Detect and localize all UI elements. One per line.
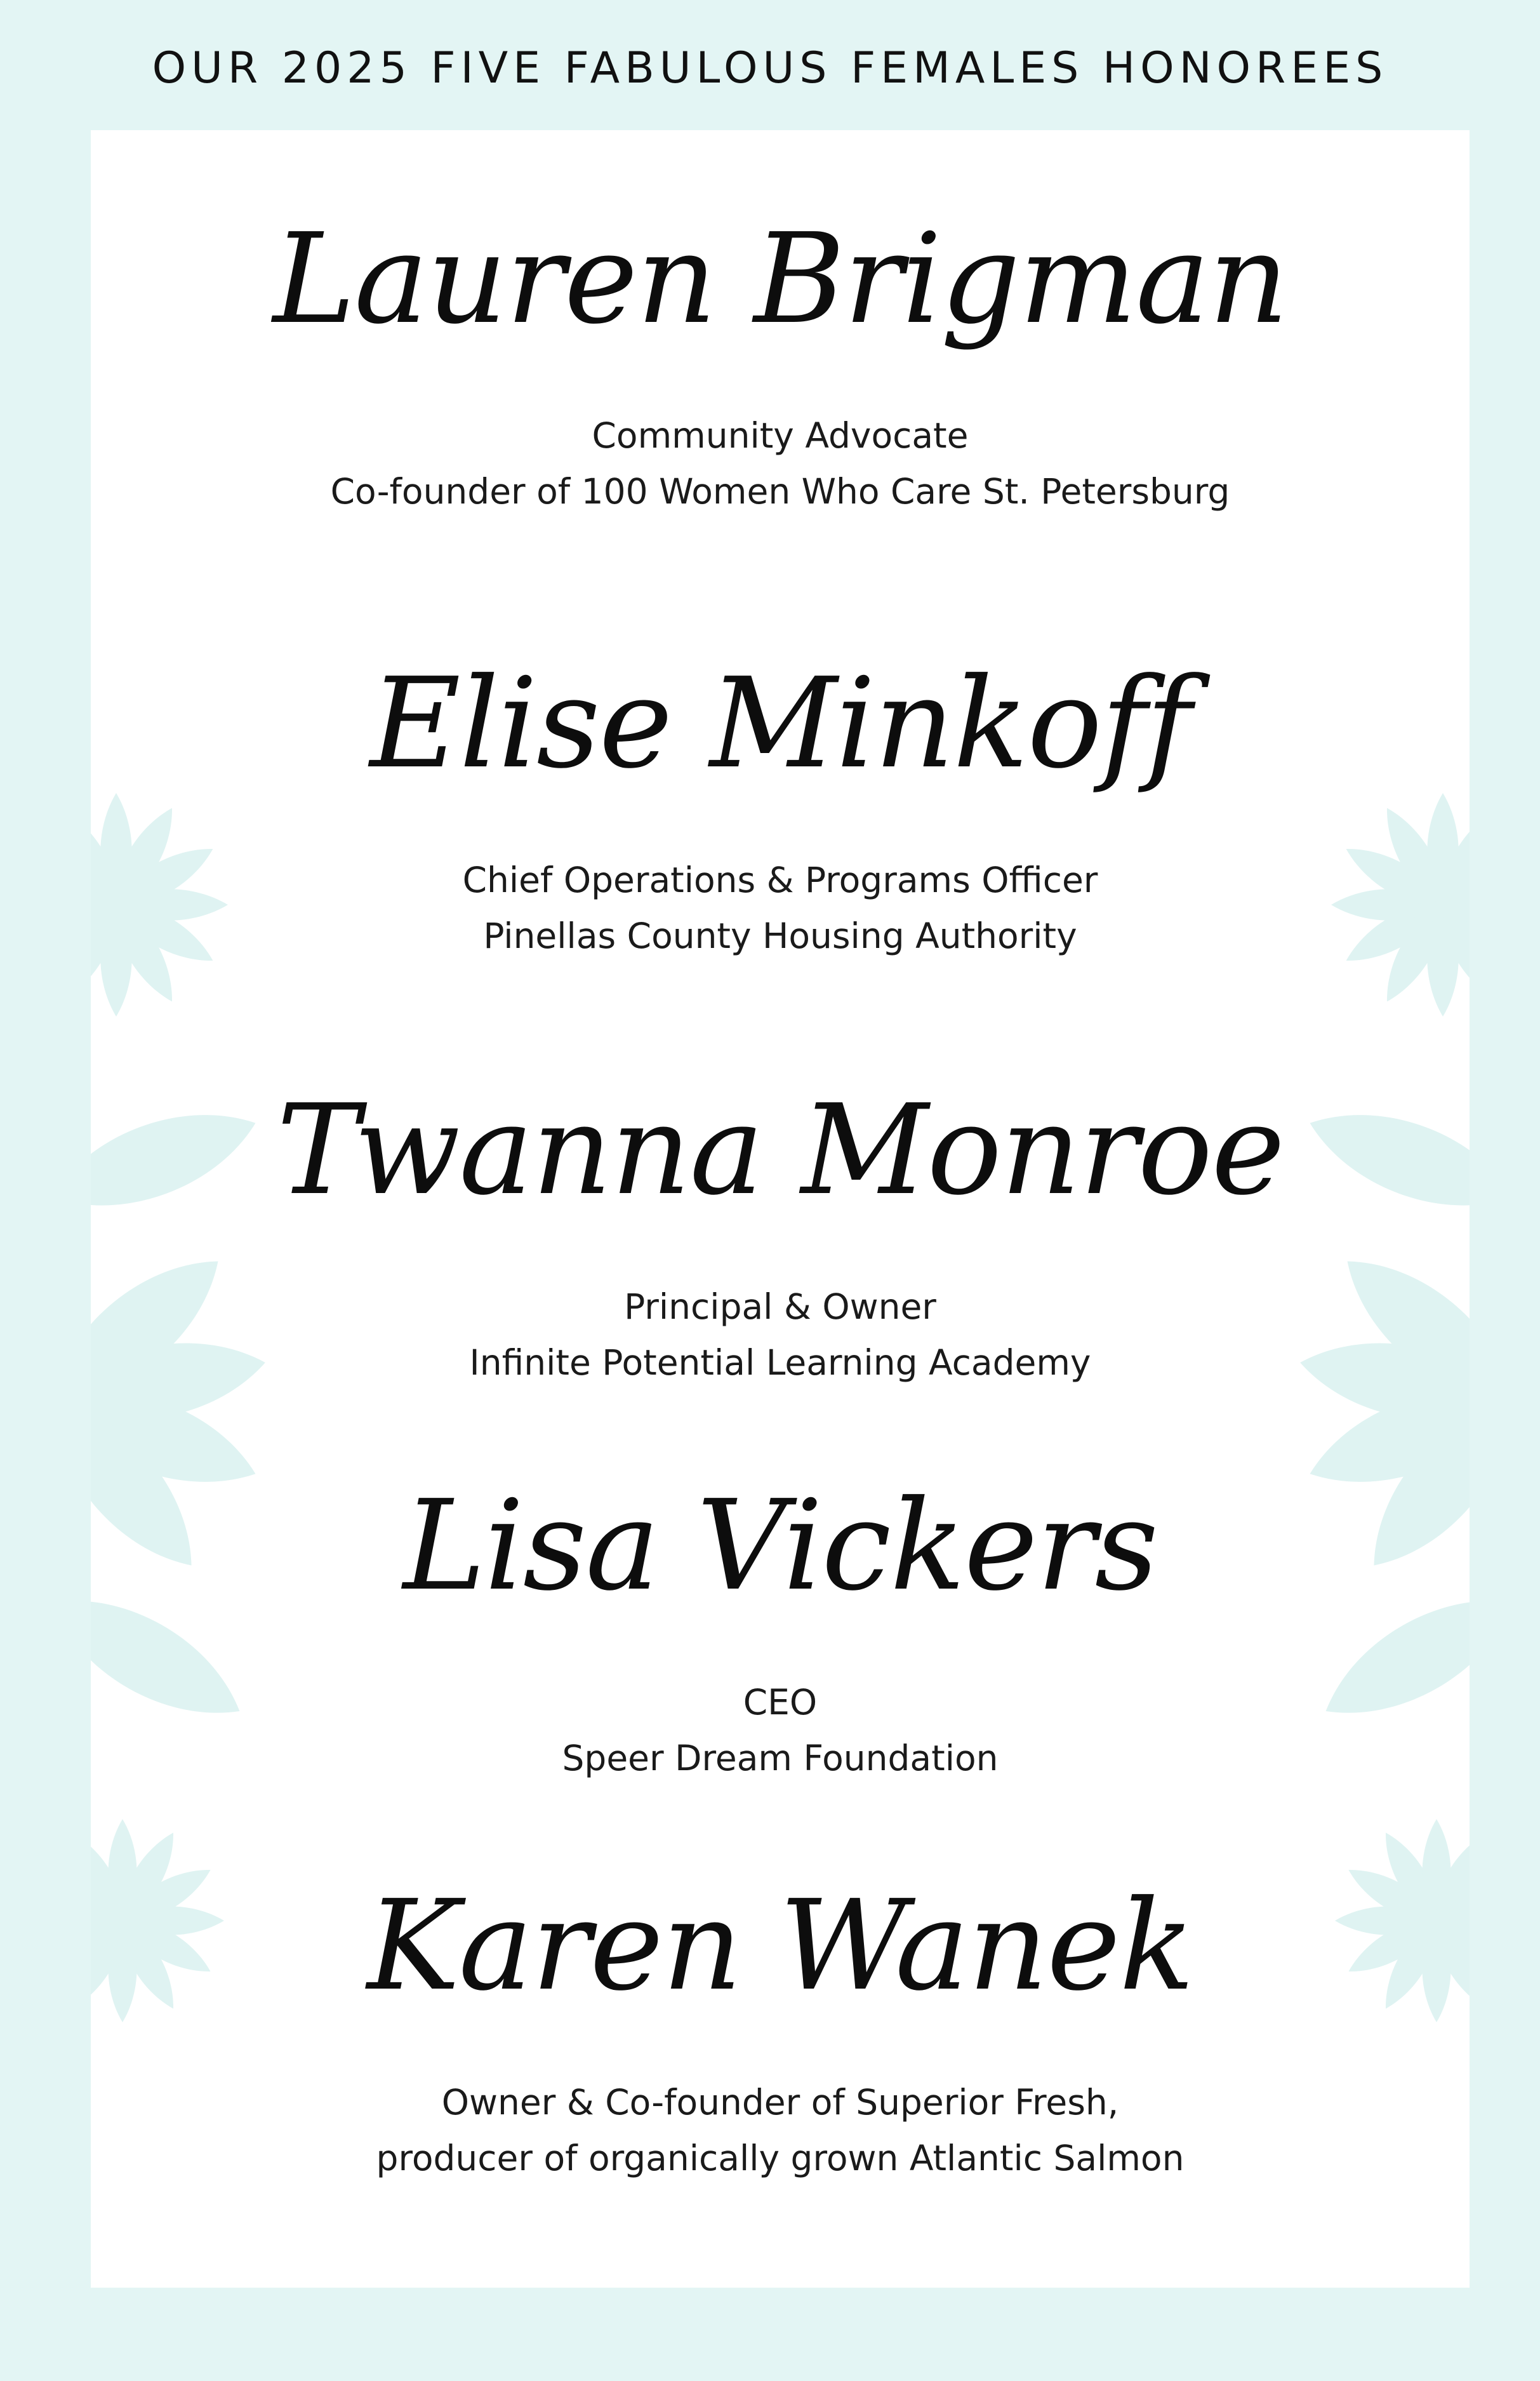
honoree-twanna-monroe xyxy=(91,1074,1470,1391)
honoree-title: Chief Operations & Programs Officer xyxy=(462,860,1098,900)
honoree-organization: Pinellas County Housing Authority xyxy=(483,916,1077,956)
honorees-panel xyxy=(91,130,1470,2288)
honoree-name: Twanna Monroe xyxy=(276,1078,1284,1223)
honoree-title: Community Advocate xyxy=(592,415,969,456)
honoree-lisa-vickers xyxy=(91,1470,1470,1786)
honoree-title: Principal & Owner xyxy=(624,1286,936,1327)
page-title: OUR 2025 FIVE FABULOUS FEMALES HONOREES xyxy=(152,43,1388,93)
honoree-name: Lauren Brigman xyxy=(272,207,1288,352)
honoree-elise-minkoff xyxy=(91,648,1470,964)
honoree-title: CEO xyxy=(743,1682,818,1723)
honoree-name: Elise Minkoff xyxy=(369,651,1191,796)
honoree-karen-wanek xyxy=(91,1870,1470,2186)
honoree-organization: producer of organically grown Atlantic Salmon xyxy=(376,2138,1185,2178)
honoree-lauren-brigman xyxy=(91,203,1470,519)
honoree-title: Owner & Co-founder of Superior Fresh, xyxy=(441,2082,1119,2123)
honoree-organization: Speer Dream Foundation xyxy=(562,1738,999,1778)
honoree-organization: Infinite Potential Learning Academy xyxy=(469,1342,1091,1383)
honoree-organization: Co-founder of 100 Women Who Care St. Petersburg xyxy=(330,471,1230,512)
honoree-name: Karen Wanek xyxy=(367,1874,1193,2018)
honoree-name: Lisa Vickers xyxy=(402,1474,1158,1618)
